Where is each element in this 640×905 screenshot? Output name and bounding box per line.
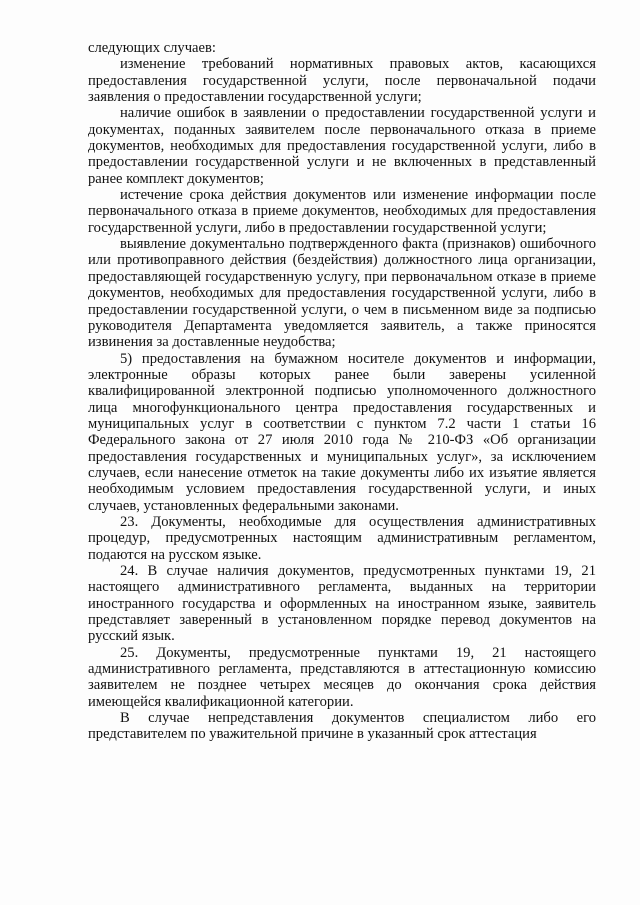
paragraph-item-24: 24. В случае наличия документов, предусмотренных пунктами 19, 21 настоящего административного регламента, выданных на территории иностранного государства и оформленных на иностранном языке, заявитель представляет заверенный в установленном порядке перевод документов на русский язык. <box>88 563 596 645</box>
paragraph-item-23: 23. Документы, необходимые для осуществления административных процедур, предусмотренных настоящим административным регламентом, подаются на русском языке. <box>88 513 596 563</box>
document-body <box>88 40 596 743</box>
paragraph-wrongful-action: выявление документально подтвержденного факта (признаков) ошибочного или противоправного действия (бездействия) должностного лица организации, предоставляющей государственную услугу, при первоначальном отказе в приеме документов, необходимых для предоставления государственной услуги, либо в предоставлении государственной услуги, о чем в письменном виде за подписью руководителя Департамента уведомляется заявитель, а также приносятся извинения за доставленные неудобства; <box>88 236 596 351</box>
paragraph-item-25: 25. Документы, предусмотренные пунктами 19, 21 настоящего административного регламента, представляются в аттестационную комиссию заявителем не позднее четырех месяцев до окончания срока действия имеющейся квалификационной категории. <box>88 644 596 710</box>
paragraph-continuation: следующих случаев: <box>88 40 216 56</box>
paragraph-expiry: истечение срока действия документов или изменение информации после первоначального отказа в приеме документов, необходимых для предоставления государственной услуги, либо в предоставлении государственной услуги; <box>88 187 596 236</box>
paragraph-errors: наличие ошибок в заявлении о предоставлении государственной услуги и документах, поданных заявителем после первоначального отказа в приеме документов, необходимых для предоставления государственной услуги, либо в предоставлении государственной услуги и не включенных в представленный ранее комплект документов; <box>88 105 596 187</box>
paragraph-item-5: 5) предоставления на бумажном носителе документов и информации, электронные образы которых ранее были заверены усиленной квалифицированной электронной подписью уполномоченного должностного лица многофункционального центра предоставления государственных и муниципальных услуг в соответствии с пунктом 7.2 части 1 статьи 16 Федерального закона от 27 июля 2010 года № 210-ФЗ «Об организации предоставления государственных и муниципальных услуг», за исключением случаев, если нанесение отметок на такие документы либо их изъятие является необходимым условием предоставления государственной услуги, и иных случаев, установленных федеральными законами. <box>88 350 596 514</box>
paragraph-regulation-change: изменение требований нормативных правовых актов, касающихся предоставления государственной услуги, после первоначальной подачи заявления о предоставлении государственной услуги; <box>88 56 596 106</box>
paragraph-non-submission: В случае непредставления документов специалистом либо его представителем по уважительной причине в указанный срок аттестация <box>88 710 596 743</box>
